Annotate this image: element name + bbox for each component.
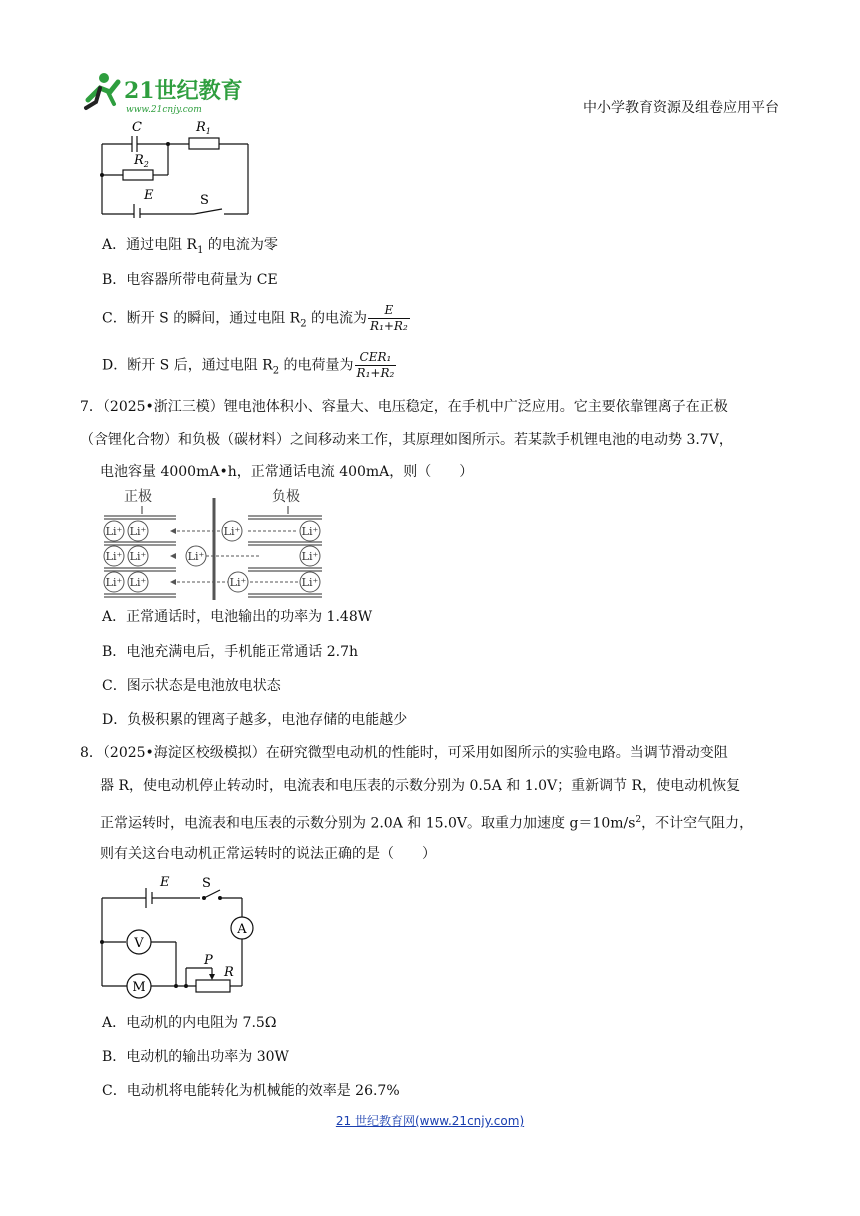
q7-option-c: C．图示状态是电池放电状态 — [102, 678, 281, 694]
svg-text:Li⁺: Li⁺ — [129, 525, 147, 538]
q8-stem-line3: 正常运转时，电流表和电压表的示数分别为 2.0A 和 15.0V。取重力加速度 $g=10m/s^2$，不计空气阻力， — [100, 815, 754, 832]
platform-title: 中小学教育资源及组卷应用平台 — [583, 100, 779, 116]
fraction: $\frac{\text{CER₁}}{\text{R₁+R₂}}$ — [356, 350, 395, 380]
negative-electrode-label: 负极 — [272, 489, 300, 505]
q8-option-a: A．电动机的内电阻为 7.5Ω — [102, 1015, 277, 1031]
positive-electrode-label: 正极 — [124, 489, 152, 505]
svg-text:Li⁺: Li⁺ — [129, 550, 147, 563]
q8-option-b: B．电动机的输出功率为 30W — [102, 1049, 289, 1065]
q7-stem-line1: 7．（2025•浙江三模）锂电池体积小、容量大、电压稳定，在手机中广泛应用。它主要依靠锂离子在正极 — [80, 399, 728, 415]
footer — [0, 1112, 860, 1129]
rheostat-label: R — [224, 965, 234, 980]
circuit-diagram-motor — [96, 872, 266, 1006]
q7-option-b: B．电池充满电后，手机能正常通话 2.7h — [102, 644, 359, 660]
circuit-diagram-rc — [96, 116, 256, 222]
site-logo[interactable] — [80, 68, 250, 116]
svg-text:Li⁺: Li⁺ — [301, 525, 319, 538]
switch-label: S — [202, 876, 211, 891]
svg-text:Li⁺: Li⁺ — [105, 550, 123, 563]
emf-label: E — [160, 875, 170, 890]
slider-label: P — [204, 953, 213, 968]
runner-icon — [86, 73, 118, 108]
emf-label: E — [144, 188, 154, 203]
q6-option-c: C．断开 S 的瞬间，通过电阻 $R_2$ 的电流为 $\frac{E}{\text{R₁+R₂}}$ — [102, 303, 408, 333]
svg-text:Li⁺: Li⁺ — [301, 550, 319, 563]
r1-label: $R_1$ — [196, 120, 211, 136]
q8-stem-line2: 器 R，使电动机停止转动时，电流表和电压表的示数分别为 0.5A 和 1.0V；重新调节 R，使电动机恢复 — [100, 778, 741, 794]
q7-stem-line2: （含锂化合物）和负极（碳材料）之间移动来工作，其原理如图所示。若某款手机锂电池的电动势 3.7V， — [80, 432, 733, 448]
r2-label: $R_2$ — [134, 153, 149, 169]
svg-text:Li⁺: Li⁺ — [187, 550, 205, 563]
q7-option-d: D．负极积累的锂离子越多，电池存储的电能越少 — [102, 712, 408, 728]
motor-icon: M — [132, 980, 146, 995]
q7-stem-line3: 电池容量 4000mA•h，正常通话电流 400mA，则（ ） — [100, 464, 474, 480]
logo-url: www.21cnjy.com — [126, 105, 202, 115]
svg-text:Li⁺: Li⁺ — [105, 576, 123, 589]
lithium-battery-diagram — [100, 486, 330, 608]
footer-link[interactable]: 21 世纪教育网(www.21cnjy.com) — [335, 1114, 525, 1128]
q6-option-a: A．通过电阻 $R_1$ 的电流为零 — [102, 237, 278, 256]
q8-stem-line1: 8．（2025•海淀区校级模拟）在研究微型电动机的性能时，可采用如图所示的实验电路。当调节滑动变阻 — [80, 745, 728, 761]
q8-stem-line4: 则有关这台电动机正常运转时的说法正确的是（ ） — [100, 846, 436, 862]
capacitor-label: C — [132, 120, 142, 135]
q7-option-a: A．正常通话时，电池输出的功率为 1.48W — [102, 609, 373, 625]
svg-text:Li⁺: Li⁺ — [301, 576, 319, 589]
q8-option-c: C．电动机将电能转化为机械能的效率是 26.7% — [102, 1083, 400, 1099]
ammeter-icon: A — [237, 922, 247, 937]
q6-option-b: B．电容器所带电荷量为 CE — [102, 272, 278, 288]
fraction: $\frac{E}{\text{R₁+R₂}}$ — [370, 303, 408, 333]
voltmeter-icon: V — [134, 936, 144, 951]
svg-text:Li⁺: Li⁺ — [105, 525, 123, 538]
svg-text:Li⁺: Li⁺ — [229, 576, 247, 589]
q6-option-d: D．断开 S 后，通过电阻 $R_2$ 的电荷量为 $\frac{\text{CER₁}}{\text{R₁+R₂}}$ — [102, 350, 395, 380]
switch-label: S — [200, 193, 209, 208]
logo-text: 21世纪教育 — [124, 78, 243, 104]
svg-text:Li⁺: Li⁺ — [223, 525, 241, 538]
svg-text:Li⁺: Li⁺ — [129, 576, 147, 589]
